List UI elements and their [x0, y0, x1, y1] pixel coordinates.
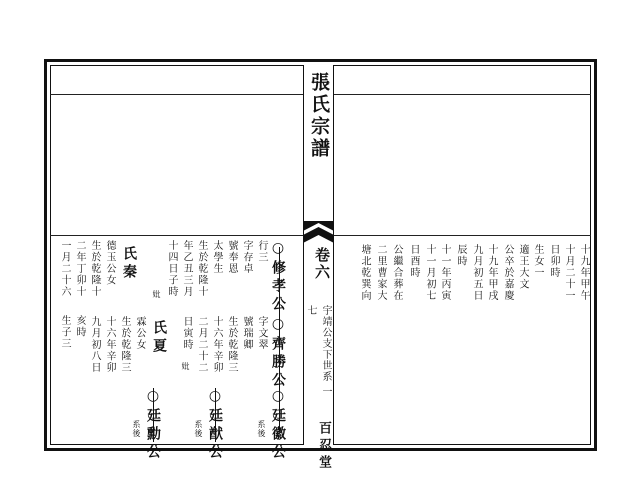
right-text-column: 十九年甲午 — [578, 244, 589, 302]
right-text-column: 二里曹家大 — [375, 244, 386, 302]
wife-detail: 生子三 — [59, 315, 70, 350]
adoption-note: 系後 — [132, 420, 141, 438]
wife-detail: 霖公女 — [134, 316, 145, 351]
left-rule-2 — [50, 235, 303, 236]
person-detail: 太學生 — [211, 240, 222, 275]
page-number: 一七 — [305, 305, 331, 398]
book-spine — [303, 65, 334, 472]
person-name: ○齊勝公 — [270, 316, 286, 390]
right-text-column: 九月初五日 — [471, 244, 482, 302]
wife-detail: 亥時 — [74, 315, 85, 338]
person-name: ○修孝公 — [270, 240, 286, 314]
wife-detail: 生於乾隆十 — [89, 240, 100, 298]
branch-subtitle: 宇靖公支下世系 一七 — [305, 305, 331, 398]
person-detail: 號瑞卿 — [241, 316, 252, 351]
right-text-column: 塘北乾巽向 — [359, 244, 370, 302]
volume-label: 卷六 — [313, 247, 331, 281]
person-detail: 日寅時 — [181, 316, 192, 351]
wife-name: 氏夏 — [151, 320, 167, 356]
wife-detail: 九月初八日 — [89, 316, 100, 374]
genealogy-title: 張氏宗譜 — [308, 72, 330, 160]
right-text-column: 日酉時 — [408, 244, 419, 279]
right-rule-1 — [334, 94, 591, 95]
wife-name: 氏秦 — [121, 246, 137, 282]
person-detail: 字存卓 — [241, 240, 252, 275]
wife-detail: 二年丁卯十 — [74, 240, 85, 298]
child-name: ○廷勳公 — [145, 388, 161, 462]
person-detail: 年乙丑三月 — [181, 240, 192, 298]
right-text-column: 十月二十一 — [563, 244, 574, 302]
right-text-column: 日卯時 — [548, 244, 559, 279]
right-text-column: 十一月初七 — [424, 244, 435, 302]
right-text-column: 辰時 — [455, 244, 466, 267]
right-text-column: 生女一 — [532, 244, 543, 279]
spouse-marker: 妣 — [181, 362, 190, 371]
adoption-note: 系後 — [194, 420, 203, 438]
wife-detail: 一月二十六 — [59, 240, 70, 298]
left-rule-1 — [50, 94, 303, 95]
adoption-note: 系後 — [257, 420, 266, 438]
hall-name: 百忍堂 — [316, 421, 331, 472]
person-detail: 十四日子時 — [166, 240, 177, 298]
fish-tail-mark-icon — [303, 221, 334, 243]
person-detail: 二月二十二 — [196, 316, 207, 374]
right-text-column: 公卒於嘉慶 — [502, 244, 513, 302]
child-name: ○廷猷公 — [207, 388, 223, 462]
wife-detail: 生於乾隆三 — [119, 316, 130, 374]
spouse-marker: 妣 — [152, 290, 161, 299]
person-detail: 行三 — [256, 240, 267, 263]
child-name: ○廷徽公 — [270, 388, 286, 462]
right-rule-2 — [334, 235, 591, 236]
right-text-column: 公繼合葬在 — [391, 244, 402, 302]
person-detail: 字文翠 — [256, 316, 267, 351]
wife-detail: 德玉公女 — [104, 240, 115, 286]
right-text-column: 適王大文 — [517, 244, 528, 290]
wife-detail: 十六年辛卯 — [104, 316, 115, 374]
person-detail: 生於乾隆三 — [226, 316, 237, 374]
person-detail: 十六年辛卯 — [211, 316, 222, 374]
right-text-column: 十九年甲戌 — [486, 244, 497, 302]
person-detail: 號奉恩 — [226, 240, 237, 275]
right-text-column: 十一年丙寅 — [439, 244, 450, 302]
person-detail: 生於乾隆十 — [196, 240, 207, 298]
